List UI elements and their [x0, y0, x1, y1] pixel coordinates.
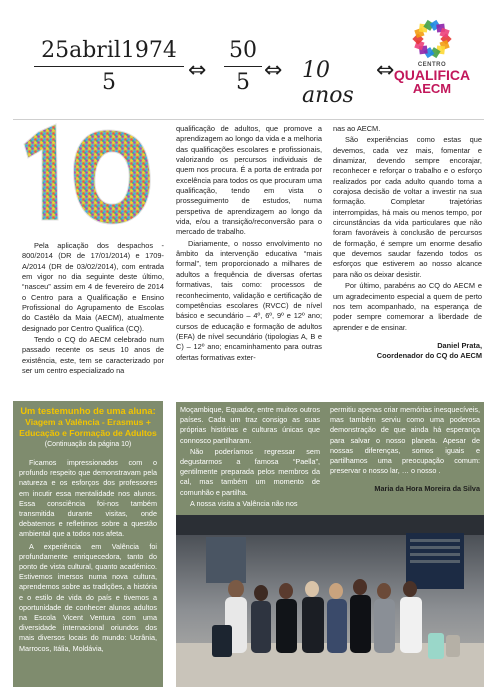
testimony-title: Um testemunho de uma aluna:: [20, 406, 156, 416]
testimony-subtitle: Viagem a Valência - Erasmus + Educação e Formação de Adultos: [19, 417, 157, 438]
equivalence-symbol: ⇔: [188, 58, 207, 83]
header-formula: [24, 24, 395, 108]
testimony-box: [13, 401, 163, 687]
testimony-column-3: [323, 402, 484, 515]
group-photo-airport: [176, 515, 484, 687]
testimony-column-1: [19, 458, 157, 654]
article-signature: [333, 341, 482, 362]
fraction-fifty-denominator: 5: [236, 70, 250, 95]
fraction-fifty: [224, 38, 262, 96]
signature-name: Daniel Prata,: [437, 340, 482, 350]
equivalence-symbol: ⇔: [264, 58, 283, 83]
logo-line-qualifica: QUALIFICA: [393, 67, 471, 83]
article-paragraph: qualificação de adultos, que promove a aprendizagem ao longo da vida e a melhoria das qualificações escolares e profissionais, valorizando os percursos individuais de quem nos procura. É a porta de entrada por excelência para todos os que procuram uma qualificação, tendo em vista o prosseguimento de estudos, numa perspetiva de aprendizagem ao longo da vida, e/ou a transição/reconversão para o mercado de trabalho.: [176, 124, 322, 237]
crochet-number-ten-image: [16, 120, 164, 232]
article-paragraph: nas ao AECM.: [333, 124, 381, 133]
article-paragraph: Pela aplicação dos despachos - 800/2014 (DR de 17/01/2014) e 1709-A/2014 (DR de 03/02/2014), com entrada em vigor no dia seguinte deste último, “nasceu” assim em 4 de fevereiro de 2014 o Centro para a Qualificação e Ensino Profissional do Agrupamento de Escolas do Castêlo da Maia (AECM), atualmente designado por Centro Qualifica (CQ).: [22, 241, 164, 333]
testimony-paragraph: Ficamos impressionados com o profundo respeito que demonstravam pela natureza e os esforços dos professores em incutir essa mentalidade nos alunos. Essa consciência foi-nos também transmitida durante visitas, onde debatemos e refletimos sobre a questão ambiental que a todos nos afeta.: [19, 458, 157, 539]
fraction-fifty-numerator: 50: [224, 38, 262, 67]
continued-note: (Continuação da página 10): [44, 441, 132, 448]
fraction-date-numerator: 25abril1974: [34, 38, 184, 67]
testimony-paragraph: Moçambique, Equador, entre muitos outros países. Cada um traz consigo as suas próprias histórias e culturas únicas que connosco partilharam.: [180, 405, 320, 445]
testimony-signature: Maria da Hora Moreira da Silva: [374, 484, 480, 494]
testimony-paragraph: A experiência em Valência foi profundamente enriquecedora, tanto do ponto de vista cultural, quanto académico. Estivemos imersos numa nova cultura, aprendemos sobre as tradições, a história e o estilo de vida do país e tivemos a oportunidade de conhecer alunos adultos na Escola Vicent Ventura com uma diversidade internacional oriundos dos mais diversos locais do mundo: Ucrânia, Marrocos, Itália, Moldávia,: [19, 541, 157, 653]
centro-qualifica-logo: [387, 17, 477, 103]
testimony-paragraph: permitiu apenas criar memórias inesquecíveis, mas também serviu como uma poderosa demonstração de que ainda há esperança para salvar o nosso planeta. Apesar de nossas diferenças, somos iguais e partilhamos uma preocupação comum: preservar o nosso lar, … o nosso .: [330, 405, 480, 476]
testimony-column-2: [176, 402, 323, 515]
signature-role: Coordenador do CQ do AECM: [376, 351, 482, 361]
logo-line-centro: CENTRO: [417, 62, 447, 68]
article-column-1: [22, 241, 164, 377]
testimony-paragraph: A nossa visita a Valência não nos: [190, 498, 298, 508]
article-paragraph: Tendo o CQ do AECM celebrado num passado recente os seus 10 anos de existência, este, tem se caracterizado por ser um centro especializado na: [22, 335, 164, 376]
article-column-2: [176, 124, 322, 364]
article-paragraph: Por último, parabéns ao CQ do AECM e um agradecimento especial a quem de perto nos tem acompanhado, na esperança de poder sempre comemorar a liberdade de aprender e de ensinar.: [333, 281, 482, 332]
article-column-3: [333, 124, 482, 362]
fraction-date: [34, 38, 184, 96]
logo-line-aecm: AECM: [412, 81, 452, 96]
fraction-date-denominator: 5: [102, 70, 116, 95]
testimony-paragraph: Não poderíamos regressar sem degustarmos a famosa “Paella”, gentilmente preparada pelos membros da cal, mas também um momento de comunhão e partilha.: [180, 446, 320, 497]
article-paragraph: Diariamente, o nosso envolvimento no âmbito da intervenção educativa “mais formal”, tem proporcionado a milhares de adultos a frequência de diversas ofertas formativas, tais como: processos de reconhecimento, validação e certificação de competências escolares (RVCC) de nível básico e secundário – 4º, 6º, 9º e 12º ano; cursos de educação e formação de adultos (EFA) de nível secundário (tipologias A, B e C) – 12º ano; encaminhamento para outras ofertas formativas exter-: [176, 238, 322, 362]
logo-mark-icon: [410, 17, 454, 61]
ten-years-text: 10 anos: [302, 58, 354, 108]
article-paragraph: São experiências como estas que devemos, cada vez mais, fomentar e dinamizar, devendo sempre encorajar, reconhecer e reforçar o trabalho e o esforço realizados por cada adulto quando toma a corajosa decisão de voltar a investir na sua formação. Completar trajetórias interrompidas, há mais ou menos tempo, por circunstâncias da vida particulares que não foram favoráveis à conclusão de percursos de formação, é sempre um enorme desafio que devemos saudar fazendo todos os esforços que estiverem ao nosso alcance para não os deixar desistir.: [333, 135, 482, 279]
equivalence-symbol: ⇔: [376, 58, 395, 83]
